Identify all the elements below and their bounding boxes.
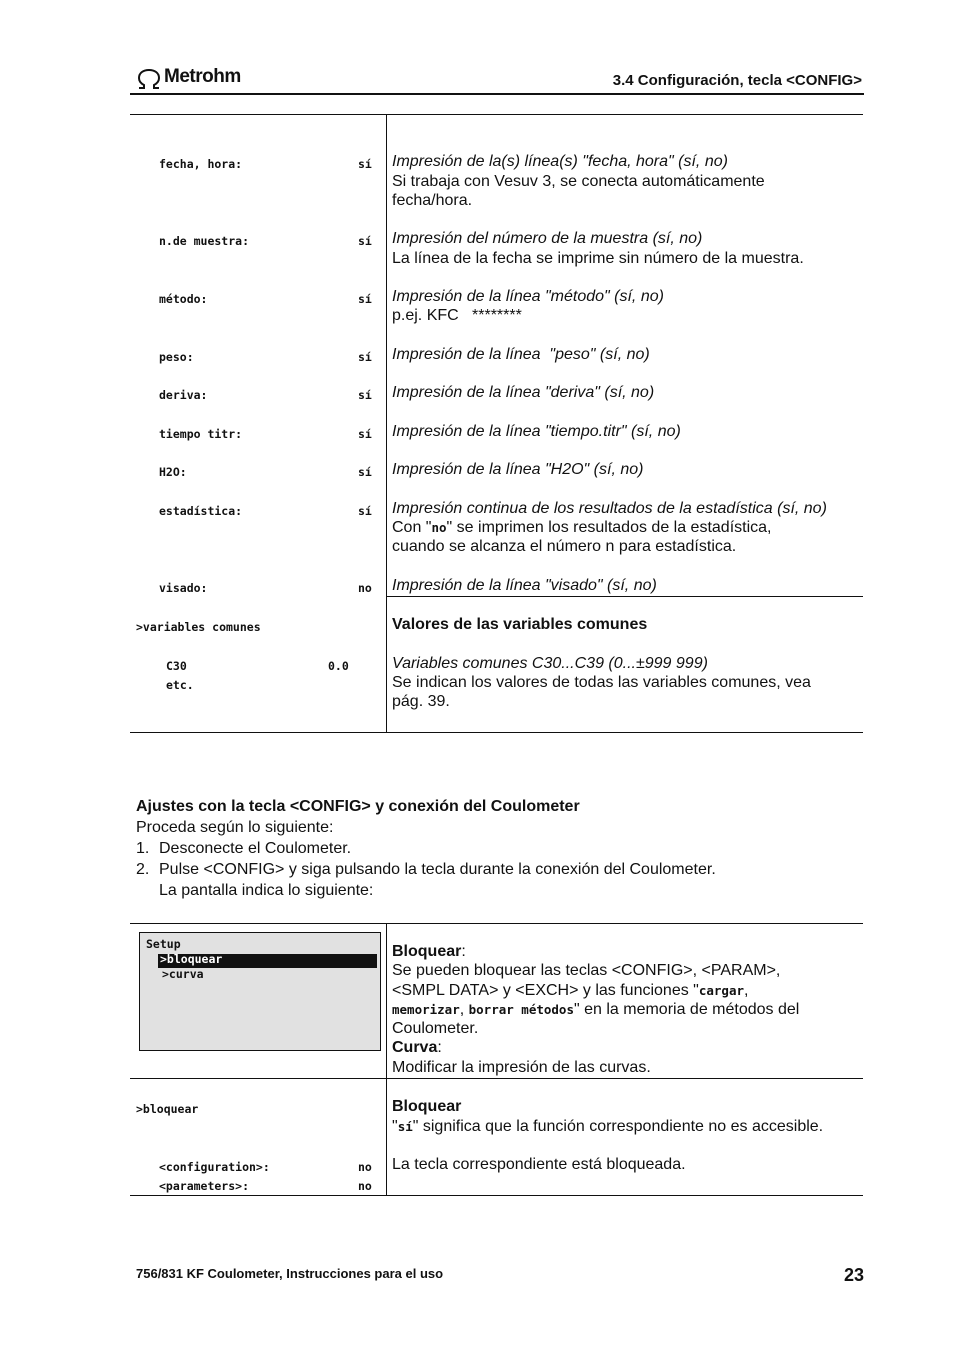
- instructions-title: Ajustes con la tecla <CONFIG> y conexión del Coulometer: [136, 798, 580, 815]
- param-visado: visado:: [159, 581, 208, 595]
- step2-text: Pulse <CONFIG> y siga pulsando la tecla durante la conexión del Coulometer.: [159, 861, 716, 878]
- no-keyword: no: [431, 520, 447, 535]
- desc-deriva: Impresión de la línea "deriva" (sí, no): [392, 384, 655, 401]
- table1-mid-rule: [386, 596, 863, 597]
- desc-estadistica-l3: cuando se alcanza el número n para estadística.: [392, 538, 737, 555]
- value-h2o: sí: [358, 465, 372, 479]
- display-title: Setup: [146, 937, 181, 951]
- step1-text: Desconecte el Coulometer.: [159, 840, 352, 857]
- param-n-muestra: n.de muestra:: [159, 234, 250, 248]
- borrar-metodos-keyword: borrar métodos: [468, 1002, 574, 1017]
- vars-desc-l3: pág. 39.: [392, 693, 450, 710]
- value-c30: 0.0: [328, 659, 349, 673]
- page-number: 23: [843, 1265, 864, 1285]
- param-fecha-hora: fecha, hora:: [159, 157, 243, 171]
- step1-number: 1.: [136, 840, 150, 857]
- desc-fecha-hora-l2: Si trabaja con Vesuv 3, se conecta automáticamente: [392, 173, 765, 190]
- param-parameters: <parameters>:: [159, 1179, 250, 1193]
- desc-estadistica: Impresión continua de los resultados de la estadística (sí, no): [392, 500, 827, 517]
- desc-fecha-hora: Impresión de la(s) línea(s) "fecha, hora" (sí, no): [392, 153, 728, 170]
- curva-heading: Curva:: [392, 1039, 442, 1056]
- table2-divider: [386, 923, 387, 1195]
- logo-text: Metrohm: [164, 66, 241, 87]
- display-item-bloquear[interactable]: >bloquear: [160, 952, 223, 966]
- vars-desc-l2: Se indican los valores de todas las variables comunes, vea: [392, 674, 811, 691]
- table1-divider: [386, 114, 387, 732]
- desc-estadistica-l2: Con "no" se imprimen los resultados de la estadística,: [392, 519, 772, 536]
- param-configuration: <configuration>:: [159, 1160, 270, 1174]
- memorizar-keyword: memorizar: [392, 1002, 460, 1017]
- bloquear-desc-l3: memorizar, borrar métodos" en la memoria de métodos del: [392, 1001, 800, 1018]
- menu-bloquear: >bloquear: [136, 1102, 199, 1116]
- param-metodo: método:: [159, 292, 208, 306]
- omega-icon: [136, 68, 162, 90]
- step2-text-b: La pantalla indica lo siguiente:: [159, 882, 374, 899]
- bloquear-desc-l2: <SMPL DATA> y <EXCH> y las funciones "cargar,: [392, 982, 749, 999]
- param-peso: peso:: [159, 350, 194, 364]
- desc-fecha-hora-l3: fecha/hora.: [392, 192, 473, 209]
- desc-peso: Impresión de la línea "peso" (sí, no): [392, 346, 650, 363]
- value-visado: no: [358, 581, 372, 595]
- vars-title: Valores de las variables comunes: [392, 616, 648, 633]
- value-parameters: no: [358, 1179, 372, 1193]
- value-estadistica: sí: [358, 504, 372, 518]
- bloquear-title: Bloquear: [392, 1098, 462, 1115]
- param-c30: C30: [166, 659, 187, 673]
- device-display: [139, 932, 381, 1051]
- value-metodo: sí: [358, 292, 372, 306]
- desc-n-muestra-l2: La línea de la fecha se imprime sin número de la muestra.: [392, 250, 804, 267]
- desc-metodo-l2: p.ej. KFC ********: [392, 307, 522, 324]
- desc-metodo: Impresión de la línea "método" (sí, no): [392, 288, 664, 305]
- section-title: 3.4 Configuración, tecla <CONFIG>: [612, 72, 862, 89]
- value-tiempo-titr: sí: [358, 427, 372, 441]
- header-rule: [130, 93, 864, 95]
- desc-tiempo-titr: Impresión de la línea "tiempo.titr" (sí, no): [392, 423, 681, 440]
- curva-desc: Modificar la impresión de las curvas.: [392, 1059, 651, 1076]
- desc-h2o: Impresión de la línea "H2O" (sí, no): [392, 461, 644, 478]
- table1-bottom-rule: [130, 732, 863, 733]
- menu-variables-comunes: >variables comunes: [136, 620, 261, 634]
- table1-top-rule: [130, 114, 863, 115]
- step2-number: 2.: [136, 861, 150, 878]
- param-tiempo-titr: tiempo titr:: [159, 427, 243, 441]
- param-h2o: H2O:: [159, 465, 187, 479]
- value-fecha-hora: sí: [358, 157, 372, 171]
- bloquear-heading: Bloquear:: [392, 943, 466, 960]
- vars-etc: etc.: [166, 678, 194, 692]
- bloquear-desc-l4: Coulometer.: [392, 1020, 479, 1037]
- param-estadistica: estadística:: [159, 504, 243, 518]
- param-deriva: deriva:: [159, 388, 208, 402]
- table2-bottom-rule: [130, 1195, 863, 1196]
- footer-doc-title: 756/831 KF Coulometer, Instrucciones para el uso: [136, 1266, 444, 1281]
- value-n-muestra: sí: [358, 234, 372, 248]
- cargar-keyword: cargar: [698, 983, 744, 998]
- bloquear-si-desc: "sí" significa que la función correspondiente no es accesible.: [392, 1118, 824, 1135]
- value-deriva: sí: [358, 388, 372, 402]
- desc-visado: Impresión de la línea "visado" (sí, no): [392, 577, 657, 594]
- table2-top-rule: [130, 923, 863, 924]
- si-keyword: sí: [397, 1119, 413, 1134]
- locked-desc: La tecla correspondiente está bloqueada.: [392, 1156, 686, 1173]
- value-configuration: no: [358, 1160, 372, 1174]
- value-peso: sí: [358, 350, 372, 364]
- table2-mid-rule: [130, 1078, 863, 1079]
- vars-desc: Variables comunes C30...C39 (0...±999 999): [392, 655, 708, 672]
- desc-n-muestra: Impresión del número de la muestra (sí, no): [392, 230, 703, 247]
- display-item-curva[interactable]: >curva: [162, 967, 204, 981]
- instructions-intro: Proceda según lo siguiente:: [136, 819, 334, 836]
- bloquear-desc-l1: Se pueden bloquear las teclas <CONFIG>, <PARAM>,: [392, 962, 781, 979]
